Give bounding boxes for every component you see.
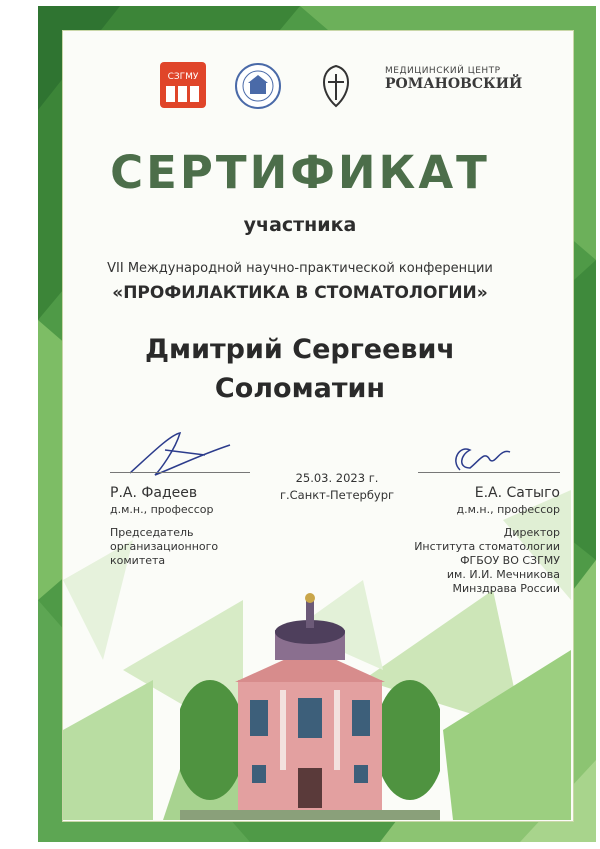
left-signatory-degree: д.м.н., профессор xyxy=(110,503,214,516)
recipient-name-first: Дмитрий Сергеевич xyxy=(145,334,455,365)
svg-text:СЗГМУ: СЗГМУ xyxy=(167,72,199,82)
right-signature-line xyxy=(418,472,560,473)
certificate-subtitle: участника xyxy=(243,214,357,236)
conference-line-1: VII Международной научно-практической конференции xyxy=(107,261,493,276)
building-illustration xyxy=(180,590,440,820)
conference-name: «ПРОФИЛАКТИКА В СТОМАТОЛОГИИ» xyxy=(112,283,488,303)
right-signatory-name: Е.А. Сатыго xyxy=(474,485,560,501)
event-place: г.Санкт-Петербург xyxy=(279,488,395,502)
dental-association-logo xyxy=(314,62,358,114)
recipient-name-last: Соломатин xyxy=(214,373,386,404)
right-signatory-block xyxy=(390,486,560,596)
event-date: 25.03. 2023 г. xyxy=(295,471,379,485)
left-signature-line xyxy=(110,472,250,473)
university-seal-logo xyxy=(234,62,282,114)
right-signatory-role: Директор Института стоматологии ФГБОУ ВО СЗГМУ им. И.И. Мечникова Минздрава России xyxy=(414,526,560,595)
right-signature xyxy=(440,440,520,480)
left-signatory-name: Р.А. Фадеев xyxy=(110,485,198,501)
left-signatory-block xyxy=(110,486,280,568)
certificate-title: СЕРТИФИКАТ xyxy=(110,146,490,199)
szgmu-logo xyxy=(160,62,206,108)
right-signatory-degree: д.м.н., профессор xyxy=(456,503,560,516)
romanovsky-logo: МЕДИЦИНСКИЙ ЦЕНТР РОМАНОВСКИЙ xyxy=(385,66,523,92)
left-signatory-role: Председатель организационного комитета xyxy=(110,526,219,567)
